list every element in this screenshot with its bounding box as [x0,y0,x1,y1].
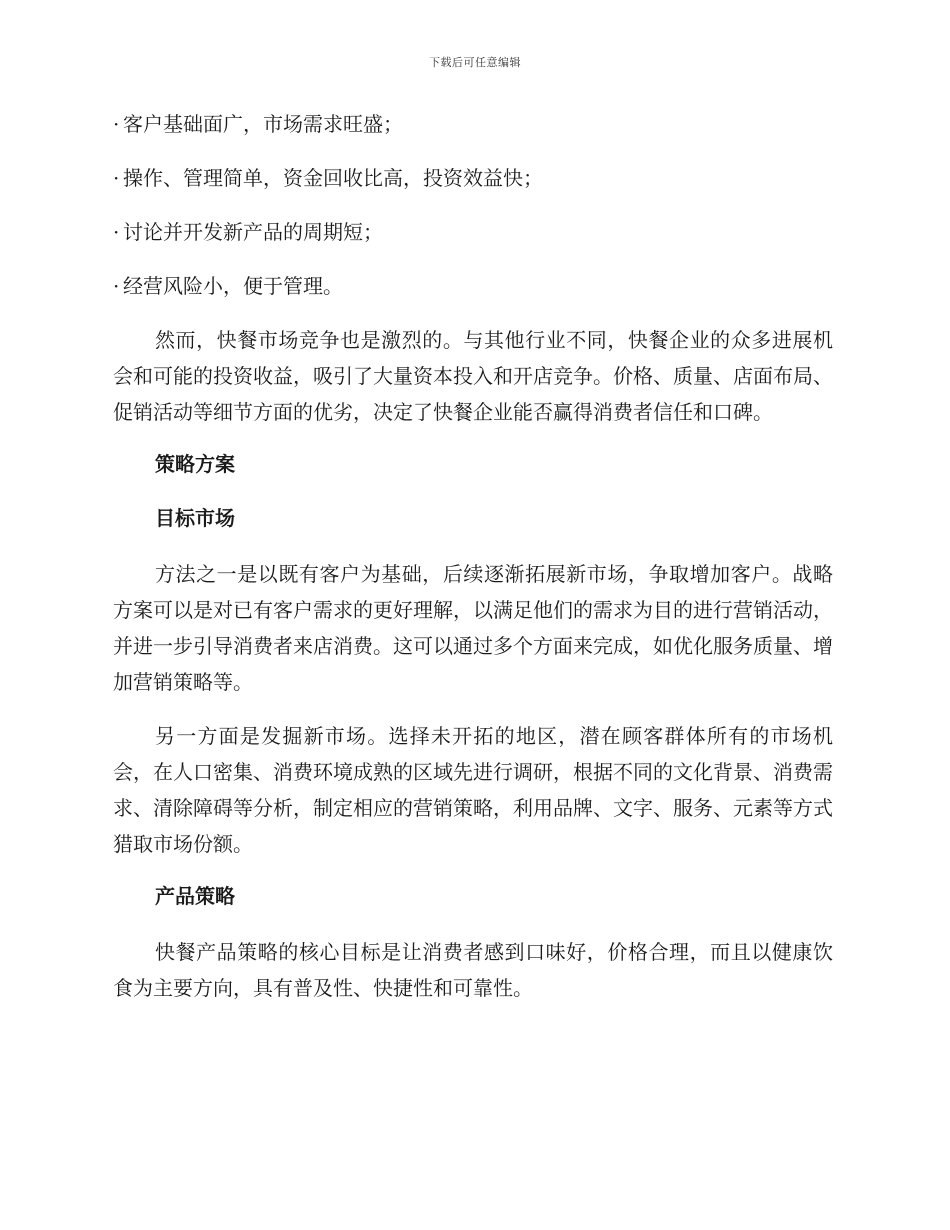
paragraph-competition: 然而，快餐市场竞争也是激烈的。与其他行业不同，快餐企业的众多进展机会和可能的投资收益，吸引了大量资本投入和开店竞争。价格、质量、店面布局、促销活动等细节方面的优劣，决定了快餐企业能否赢得消费者信任和口碑。 [113,328,833,424]
heading-target-market: 目标市场 [155,506,235,530]
bullet-item [113,270,833,302]
bullet-marker: · [113,274,120,298]
heading-product-strategy: 产品策略 [155,884,235,908]
bullet-item [113,216,833,248]
bullet-text: 操作、管理简单，资金回收比高，投资效益快； [123,166,543,190]
bullet-item [113,108,833,140]
document-body [113,108,833,1024]
page-header: 下载后可任意编辑 [429,56,521,69]
bullet-text: 经营风险小，便于管理。 [123,274,343,298]
paragraph-target-existing: 方法之一是以既有客户为基础，后续逐渐拓展新市场，争取增加客户。战略方案可以是对已有客户需求的更好理解，以满足他们的需求为目的进行营销活动，并进一步引导消费者来店消费。这可以通过多个方面来完成，如优化服务质量、增加营销策略等。 [113,562,833,694]
bullet-marker: · [113,112,120,136]
bullet-item [113,162,833,194]
heading-strategy: 策略方案 [155,452,235,476]
paragraph-target-new: 另一方面是发掘新市场。选择未开拓的地区，潜在顾客群体所有的市场机会，在人口密集、消费环境成熟的区域先进行调研，根据不同的文化背景、消费需求、清除障碍等分析，制定相应的营销策略，利用品牌、文字、服务、元素等方式猎取市场份额。 [113,724,833,856]
bullet-text: 讨论并开发新产品的周期短； [123,220,383,244]
bullet-text: 客户基础面广，市场需求旺盛； [123,112,403,136]
bullet-marker: · [113,166,120,190]
bullet-marker: · [113,220,120,244]
paragraph-product: 快餐产品策略的核心目标是让消费者感到口味好，价格合理，而且以健康饮食为主要方向，具有普及性、快捷性和可靠性。 [113,940,833,1000]
